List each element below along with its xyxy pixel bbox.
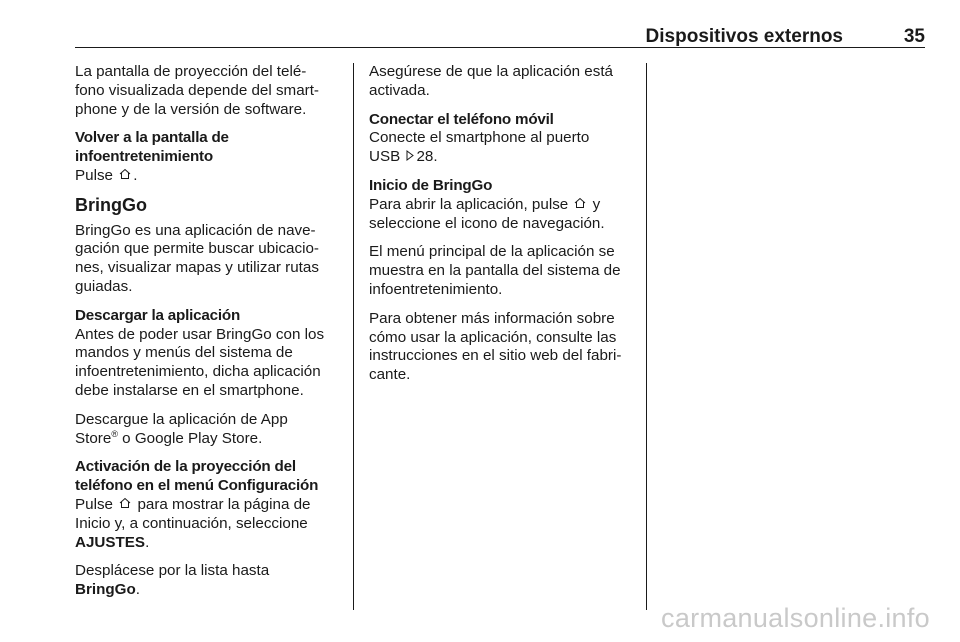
scroll-paragraph: Desplácese por la lista hasta BringGo. <box>75 562 270 599</box>
watermark: carmanualsonline.info <box>661 603 930 633</box>
home-icon <box>117 167 133 186</box>
connect-paragraph: Conecte el smartphone al puerto USB 28. <box>369 129 590 166</box>
home-icon <box>117 496 133 515</box>
activation-paragraph: Pulse para mostrar la página de Inicio y, a continuación, seleccione AJUSTES. <box>75 495 311 551</box>
bringgo-title: BringGo <box>75 194 147 215</box>
info-paragraph: Para obtener más información sobre cómo usar la aplicación, consulte las instrucciones en el sitio web del fabri- cante. <box>369 309 622 384</box>
column-divider-left <box>353 63 354 610</box>
download-heading: Descargar la aplicación <box>75 306 241 324</box>
section-title: Dispositivos externos <box>645 26 843 47</box>
page-header <box>75 27 925 48</box>
column-middle <box>369 63 641 395</box>
column-left <box>75 63 347 610</box>
intro-paragraph: La pantalla de proyección del telé- fono visualizada depende del smart- phone y de la versión de software. <box>75 63 319 118</box>
bringgo-intro: BringGo es una aplicación de nave- gación que permite buscar ubicacio- nes, visualizar mapas y utilizar rutas guiadas. <box>75 221 319 295</box>
ensure-paragraph: Asegúrese de que la aplicación está activada. <box>369 63 614 99</box>
connect-heading: Conectar el teléfono móvil <box>369 110 554 128</box>
page-number: 35 <box>903 26 925 47</box>
start-paragraph: Para abrir la aplicación, pulse y seleccione el icono de navegación. <box>369 195 605 232</box>
back-heading: Volver a la pantalla de infoentretenimiento <box>75 129 229 166</box>
home-icon <box>572 196 588 215</box>
back-paragraph: Pulse . <box>75 166 138 184</box>
download-paragraph-2: Descargue la aplicación de App Store® o Google Play Store. <box>75 410 288 447</box>
column-divider-right <box>646 63 647 610</box>
ref-arrow-icon <box>404 148 416 167</box>
download-paragraph: Antes de poder usar BringGo con los mandos y menús del sistema de infoentretenimiento, dicha aplicación debe instalarse en el smartphone. <box>75 325 325 399</box>
menu-paragraph: El menú principal de la aplicación se muestra en la pantalla del sistema de infoentretenimiento. <box>369 243 621 298</box>
start-heading: Inicio de BringGo <box>369 176 493 194</box>
activation-heading: Activación de la proyección del teléfono en el menú Configuración <box>75 458 319 495</box>
